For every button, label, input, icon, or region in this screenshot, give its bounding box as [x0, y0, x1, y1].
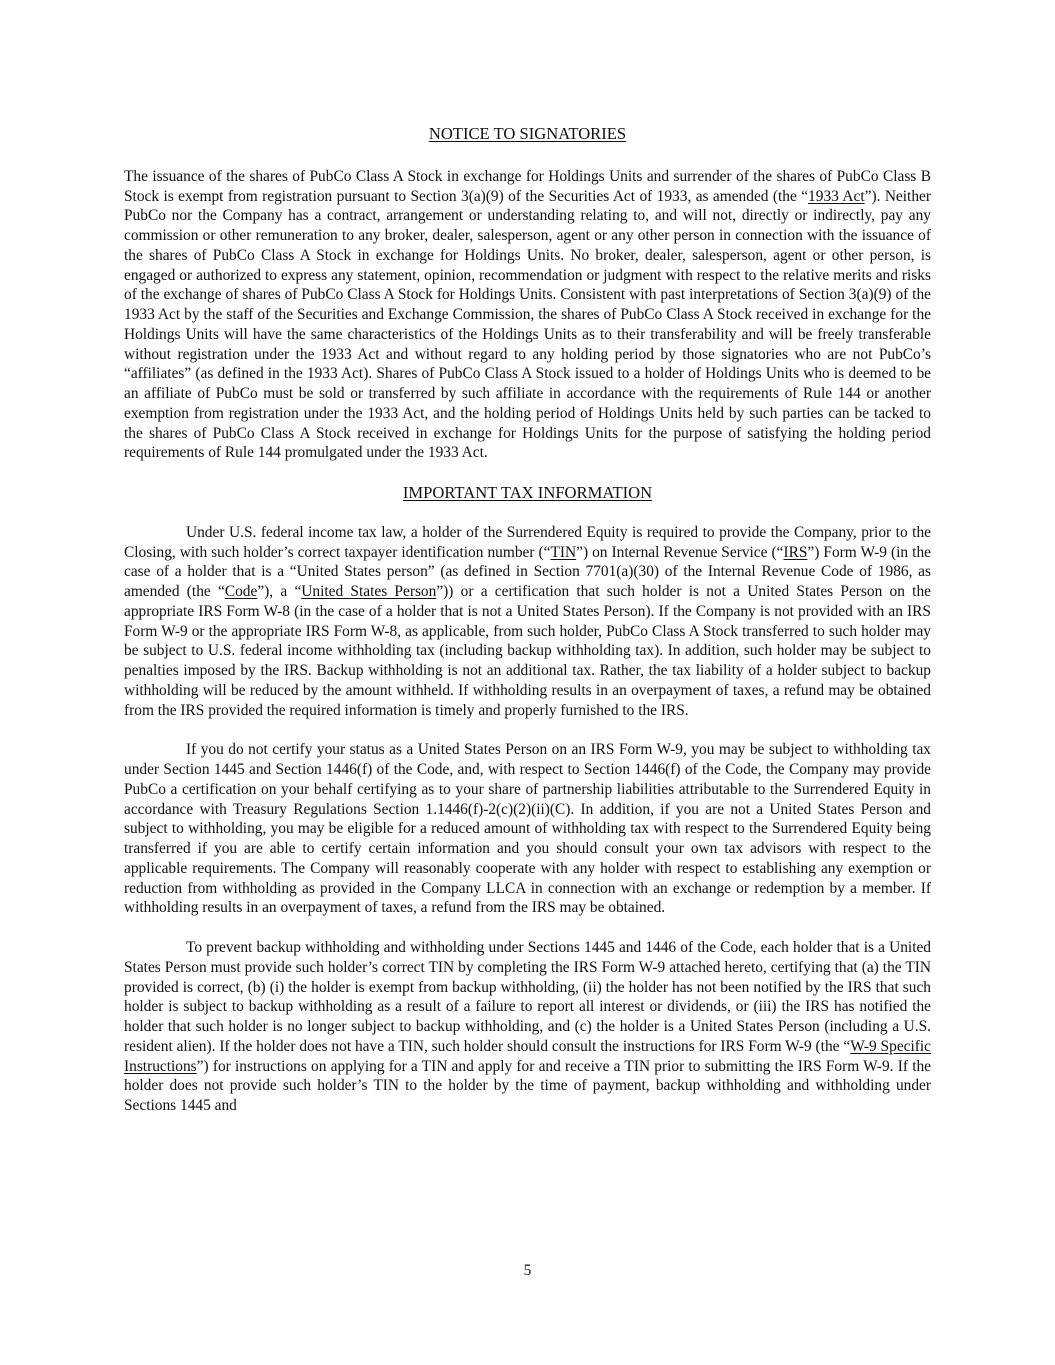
notice-to-signatories-heading: NOTICE TO SIGNATORIES	[428, 124, 627, 143]
notice-text-2: ”). Neither PubCo nor the Company has a contract, arrangement or understanding relating to, and will not, directly or indirectly, pay any commission or other remuneration to any broker, dealer, salesperson, agent or any other person in connection with the issuance of the shares of PubCo Class A Stock in exchange for Holdings Units. No broker, dealer, salesperson, agent or other person, is engaged or authorized to express any statement, opinion, recommendation or judgment with respect to the relative merits and risks of the exchange of shares of PubCo Class A Stock for Holdings Units. Consistent with past interpretations of Section 3(a)(9) of the 1933 Act by the staff of the Securities and Exchange Commission, the shares of PubCo Class A Stock received in exchange for the Holdings Units will have the same characteristics of the Holdings Units as to their transferability and will be freely transferable without registration under the 1933 Act and without regard to any holding period by those signatories who are not PubCo’s “affiliates” (as defined in the 1933 Act). Shares of PubCo Class A Stock issued to a holder of Holdings Units who is deemed to be an affiliate of PubCo must be sold or transferred by such affiliate in accordance with the requirements of Rule 144 or another exemption from registration under the 1933 Act, and the holding period of Holdings Units held by such parties can be tacked to the shares of PubCo Class A Stock received in exchange for Holdings Units for the purpose of satisfying the holding period requirements of Rule 144 promulgated under the 1933 Act.	[124, 187, 931, 462]
defined-term-1933-act: 1933 Act	[808, 187, 865, 205]
tax-paragraph-1	[124, 523, 931, 721]
tax-paragraph-2: If you do not certify your status as a United States Person on an IRS Form W-9, you may be subject to withholding tax under Section 1445 and Section 1446(f) of the Code, and, with respect to Section 1446(f) of the Code, the Company may provide PubCo a certification on your behalf certifying as to your share of partnership liabilities attributable to the Surrendered Equity in accordance with Treasury Regulations Section 1.1446(f)-2(c)(2)(ii)(C). In addition, if you are not a United States Person and subject to withholding, you may be eligible for a reduced amount of withholding tax with respect to the Surrendered Equity being transferred if you are able to certify certain information and you should consult your own tax advisors with respect to the applicable requirements. The Company will reasonably cooperate with any holder with respect to establishing any exemption or reduction from withholding as provided in the Company LLCA in connection with an exchange or redemption by a member. If withholding results in an overpayment of taxes, a refund from the IRS may be obtained.	[124, 741, 931, 917]
tax-p1-text-d: ”), a “	[257, 583, 302, 600]
page-number: 5	[523, 1262, 532, 1279]
defined-term-irs: IRS	[783, 543, 808, 561]
tax-information-heading: IMPORTANT TAX INFORMATION	[402, 483, 653, 502]
tax-p3-text-a: To prevent backup withholding and withholding under Sections 1445 and 1446 of the Code, each holder that is a United States Person must provide such holder’s correct TIN by completing the IRS Form W-9 attached hereto, certifying that (a) the TIN provided is correct, (b) (i) the holder is exempt from backup withholding, (ii) the holder has not been notified by the IRS that such holder is subject to backup withholding as a result of a failure to report all interest or dividends, or (iii) the IRS has notified the holder that such holder is no longer subject to backup withholding, and (c) the holder is a United States Person (including a U.S. resident alien). If the holder does not have a TIN, such holder should consult the instructions for IRS Form W-9 (the “	[124, 939, 931, 1055]
document-page	[124, 124, 931, 1116]
notice-paragraph	[124, 167, 931, 463]
defined-term-w9-instructions: W-9 Specific Instructions	[124, 1037, 931, 1075]
tax-p1-text-c: ”) Form W-9 (in the case of a holder that is a “United States person” (as defined in Section 7701(a)(30) of the Internal Revenue Code of 1986, as amended (the “	[124, 543, 931, 600]
defined-term-code: Code	[224, 583, 258, 600]
tax-p1-text-a: Under U.S. federal income tax law, a holder of the Surrendered Equity is required to provide the Company, prior to the Closing, with such holder’s correct taxpayer identification number (“	[124, 523, 931, 561]
tax-p1-text-e: ”)) or a certification that such holder is not a United States Person on the appropriate IRS Form W-8 (in the case of a holder that is not a United States Person). If the Company is not provided with an IRS Form W-9 or the appropriate IRS Form W-8, as applicable, from such holder, PubCo Class A Stock transferred to such holder may be subject to U.S. federal income withholding tax (including backup withholding tax). In addition, such holder may be subject to penalties imposed by the IRS. Backup withholding is not an additional tax. Rather, the tax liability of a holder subject to backup withholding will be reduced by the amount withheld. If withholding results in an overpayment of taxes, a refund may be obtained from the IRS provided the required information is timely and properly furnished to the IRS.	[124, 583, 931, 719]
defined-term-united-states-person: United States Person	[301, 583, 437, 600]
notice-text-1: The issuance of the shares of PubCo Class A Stock in exchange for Holdings Units and surrender of the shares of PubCo Class B Stock is exempt from registration pursuant to Section 3(a)(9) of the Securities Act of 1933, as amended (the “	[124, 167, 931, 205]
tax-p3-text-b: ”) for instructions on applying for a TIN and apply for and receive a TIN prior to submitting the IRS Form W-9. If the holder does not provide such holder’s TIN to the holder by the time of payment, backup withholding and withholding under Sections 1445 and	[124, 1057, 931, 1114]
tax-paragraph-3	[124, 938, 931, 1116]
tax-p1-text-b: ”) on Internal Revenue Service (“	[576, 543, 784, 561]
defined-term-tin: TIN	[550, 543, 577, 561]
